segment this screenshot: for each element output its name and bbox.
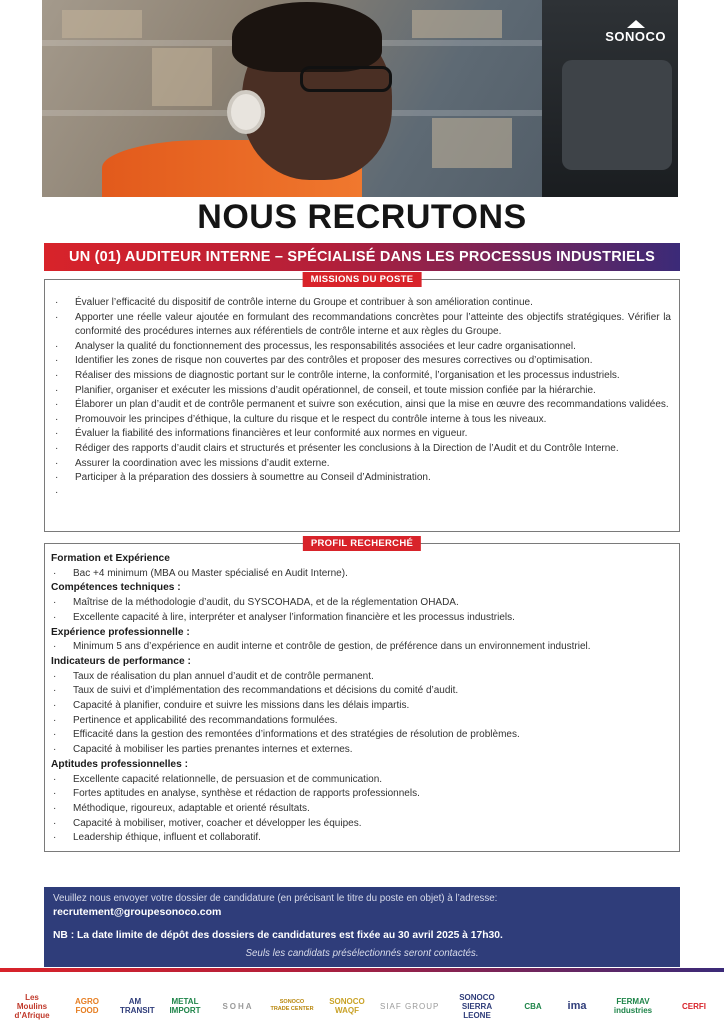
missions-section bbox=[44, 274, 680, 532]
list-item: · Identifier les zones de risque non couvertes par des contrôles et proposer des mesures correctives ou d’optimisation. bbox=[53, 354, 671, 369]
list-item: · Promouvoir les principes d’éthique, la culture du risque et le respect du contrôle interne à tous les niveaux. bbox=[53, 413, 671, 428]
brand-logo: SIAF GROUP bbox=[380, 1001, 440, 1011]
brand-logo: AGRO FOOD bbox=[75, 997, 99, 1015]
formation-heading: Formation et Expérience bbox=[51, 553, 170, 564]
list-item: · Apporter une réelle valeur ajoutée en formulant des recommandations concrètes pour l’atteinte des objectifs stratégiques. Vérifier la conformité des procédures internes aux référentiels de contrôle interne et aux règles du Groupe. bbox=[53, 311, 671, 340]
person-hair bbox=[232, 2, 382, 72]
warehouse-box bbox=[62, 10, 142, 38]
contact-box bbox=[44, 887, 680, 967]
missions-tag: MISSIONS DU POSTE bbox=[303, 272, 422, 287]
list-item: · Minimum 5 ans d’expérience en audit interne et contrôle de gestion, de préférence dans un environnement industriel. bbox=[51, 640, 671, 655]
profil-section bbox=[44, 538, 680, 852]
competences-heading: Compétences techniques : bbox=[51, 582, 181, 594]
headphone-icon bbox=[227, 90, 265, 134]
profil-tag: PROFIL RECHERCHÉ bbox=[303, 536, 421, 551]
list-item: · Capacité à mobiliser les parties prenantes internes et externes. bbox=[51, 743, 671, 758]
experience-heading: Expérience professionnelle : bbox=[51, 626, 190, 638]
list-item: · Efficacité dans la gestion des remontées d’informations et des stratégies de résolution de problèmes. bbox=[51, 728, 671, 743]
list-item: · Fortes aptitudes en analyse, synthèse et rédaction de rapports professionnels. bbox=[51, 787, 671, 802]
brand-logo: SONOCO TRADE CENTER bbox=[270, 999, 314, 1012]
list-item: · Planifier, organiser et exécuter les missions d’audit opérationnel, de conseil, et toute mission confiée par la hiérarchie. bbox=[53, 384, 671, 399]
brand-logos-row bbox=[10, 990, 714, 1022]
aptitudes-list bbox=[51, 773, 671, 847]
list-item: · Pertinence et applicabilité des recommandations formulées. bbox=[51, 714, 671, 729]
list-item: · Évaluer la fiabilité des informations financières et leur conformité aux normes en vigueur. bbox=[53, 427, 671, 442]
sonoco-logo bbox=[605, 20, 666, 44]
list-item: · Assurer la coordination avec les missions d’audit externe. bbox=[53, 457, 671, 472]
warehouse-box bbox=[412, 10, 502, 38]
brand-logo: AM TRANSIT bbox=[120, 997, 155, 1015]
list-item: · Maîtrise de la méthodologie d’audit, du SYSCOHADA, et de la réglementation OHADA. bbox=[51, 596, 671, 611]
brand-logo: SONOCO SIERRA LEONE bbox=[459, 992, 495, 1020]
brand-logo: FERMAV industries bbox=[613, 997, 653, 1015]
contact-intro: Veuillez nous envoyer votre dossier de candidature (en précisant le titre du poste en objet) à l’adresse: bbox=[53, 893, 498, 904]
job-title-banner: UN (01) AUDITEUR INTERNE – SPÉCIALISÉ DANS LES PROCESSUS INDUSTRIELS bbox=[44, 243, 680, 271]
list-item: · Bac +4 minimum (MBA ou Master spécialisé en Audit Interne). bbox=[51, 567, 671, 582]
shortlist-note: Seuls les candidats présélectionnés seront contactés. bbox=[245, 948, 479, 959]
deadline-note: NB : La date limite de dépôt des dossiers de candidatures est fixée au 30 avril 2025 à 17h30. bbox=[53, 930, 503, 941]
list-item bbox=[53, 486, 671, 501]
warehouse-box bbox=[152, 48, 212, 106]
sonoco-logo-icon bbox=[627, 20, 645, 28]
aptitudes-heading: Aptitudes professionnelles : bbox=[51, 758, 188, 770]
list-item: · Participer à la préparation des dossiers à soumettre au Conseil d’Administration. bbox=[53, 471, 671, 486]
list-item: · Méthodique, rigoureux, adaptable et orienté résultats. bbox=[51, 802, 671, 817]
brand-logo: Les Moulins d’Afrique bbox=[14, 992, 50, 1020]
list-item: · Réaliser des missions de diagnostic portant sur le contrôle interne, la conformité, l’organisation et les processus industriels. bbox=[53, 369, 671, 384]
brand-logo: SONOCO WAQF bbox=[329, 997, 365, 1015]
brand-logo: CERFI bbox=[682, 1001, 706, 1011]
list-item: · Capacité à planifier, conduire et suivre les missions dans les délais impartis. bbox=[51, 699, 671, 714]
hero-photo bbox=[42, 0, 678, 197]
indicateurs-heading: Indicateurs de performance : bbox=[51, 655, 191, 667]
list-item: · Élaborer un plan d’audit et de contrôle permanent et suivre son exécution, ainsi que la mise en œuvre des recommandations validées. bbox=[53, 398, 671, 413]
contact-email-link[interactable]: recrutement@groupesonoco.com bbox=[53, 906, 222, 918]
brand-logo: METAL IMPORT bbox=[169, 997, 201, 1015]
footer-stripe bbox=[0, 968, 724, 972]
indicateurs-list bbox=[51, 670, 671, 758]
experience-list bbox=[51, 640, 671, 655]
brand-logo: SOHA bbox=[222, 1001, 254, 1011]
list-item: · Évaluer l’efficacité du dispositif de contrôle interne du Groupe et contribuer à son amélioration continue. bbox=[53, 296, 671, 311]
list-item: · Capacité à mobiliser, motiver, coacher et développer les équipes. bbox=[51, 817, 671, 832]
page-title: NOUS RECRUTONS bbox=[197, 198, 527, 236]
sonoco-logo-text: SONOCO bbox=[605, 29, 666, 44]
list-item: · Taux de suivi et d’implémentation des recommandations et décisions du comité d’audit. bbox=[51, 684, 671, 699]
list-item: · Excellente capacité à lire, interpréter et analyser l’information financière et les processus industriels. bbox=[51, 611, 671, 626]
missions-list bbox=[53, 296, 671, 500]
list-item: · Leadership éthique, influent et collaboratif. bbox=[51, 831, 671, 846]
formation-list bbox=[51, 567, 671, 582]
brand-logo: ima bbox=[567, 999, 587, 1012]
list-item: · Excellente capacité relationnelle, de persuasion et de communication. bbox=[51, 773, 671, 788]
list-item: · Analyser la qualité du fonctionnement des processus, les responsabilités associées et leur cadre organisationnel. bbox=[53, 340, 671, 355]
brand-logo: CBA bbox=[524, 1001, 542, 1011]
list-item: · Rédiger des rapports d’audit clairs et structurés et présenter les conclusions à la Direction de l’Audit et du Contrôle Interne. bbox=[53, 442, 671, 457]
list-item: · Taux de réalisation du plan annuel d’audit et de contrôle permanent. bbox=[51, 670, 671, 685]
monitor-screen bbox=[562, 60, 672, 170]
glasses bbox=[300, 66, 392, 92]
competences-list bbox=[51, 596, 671, 625]
warehouse-box bbox=[432, 118, 512, 168]
